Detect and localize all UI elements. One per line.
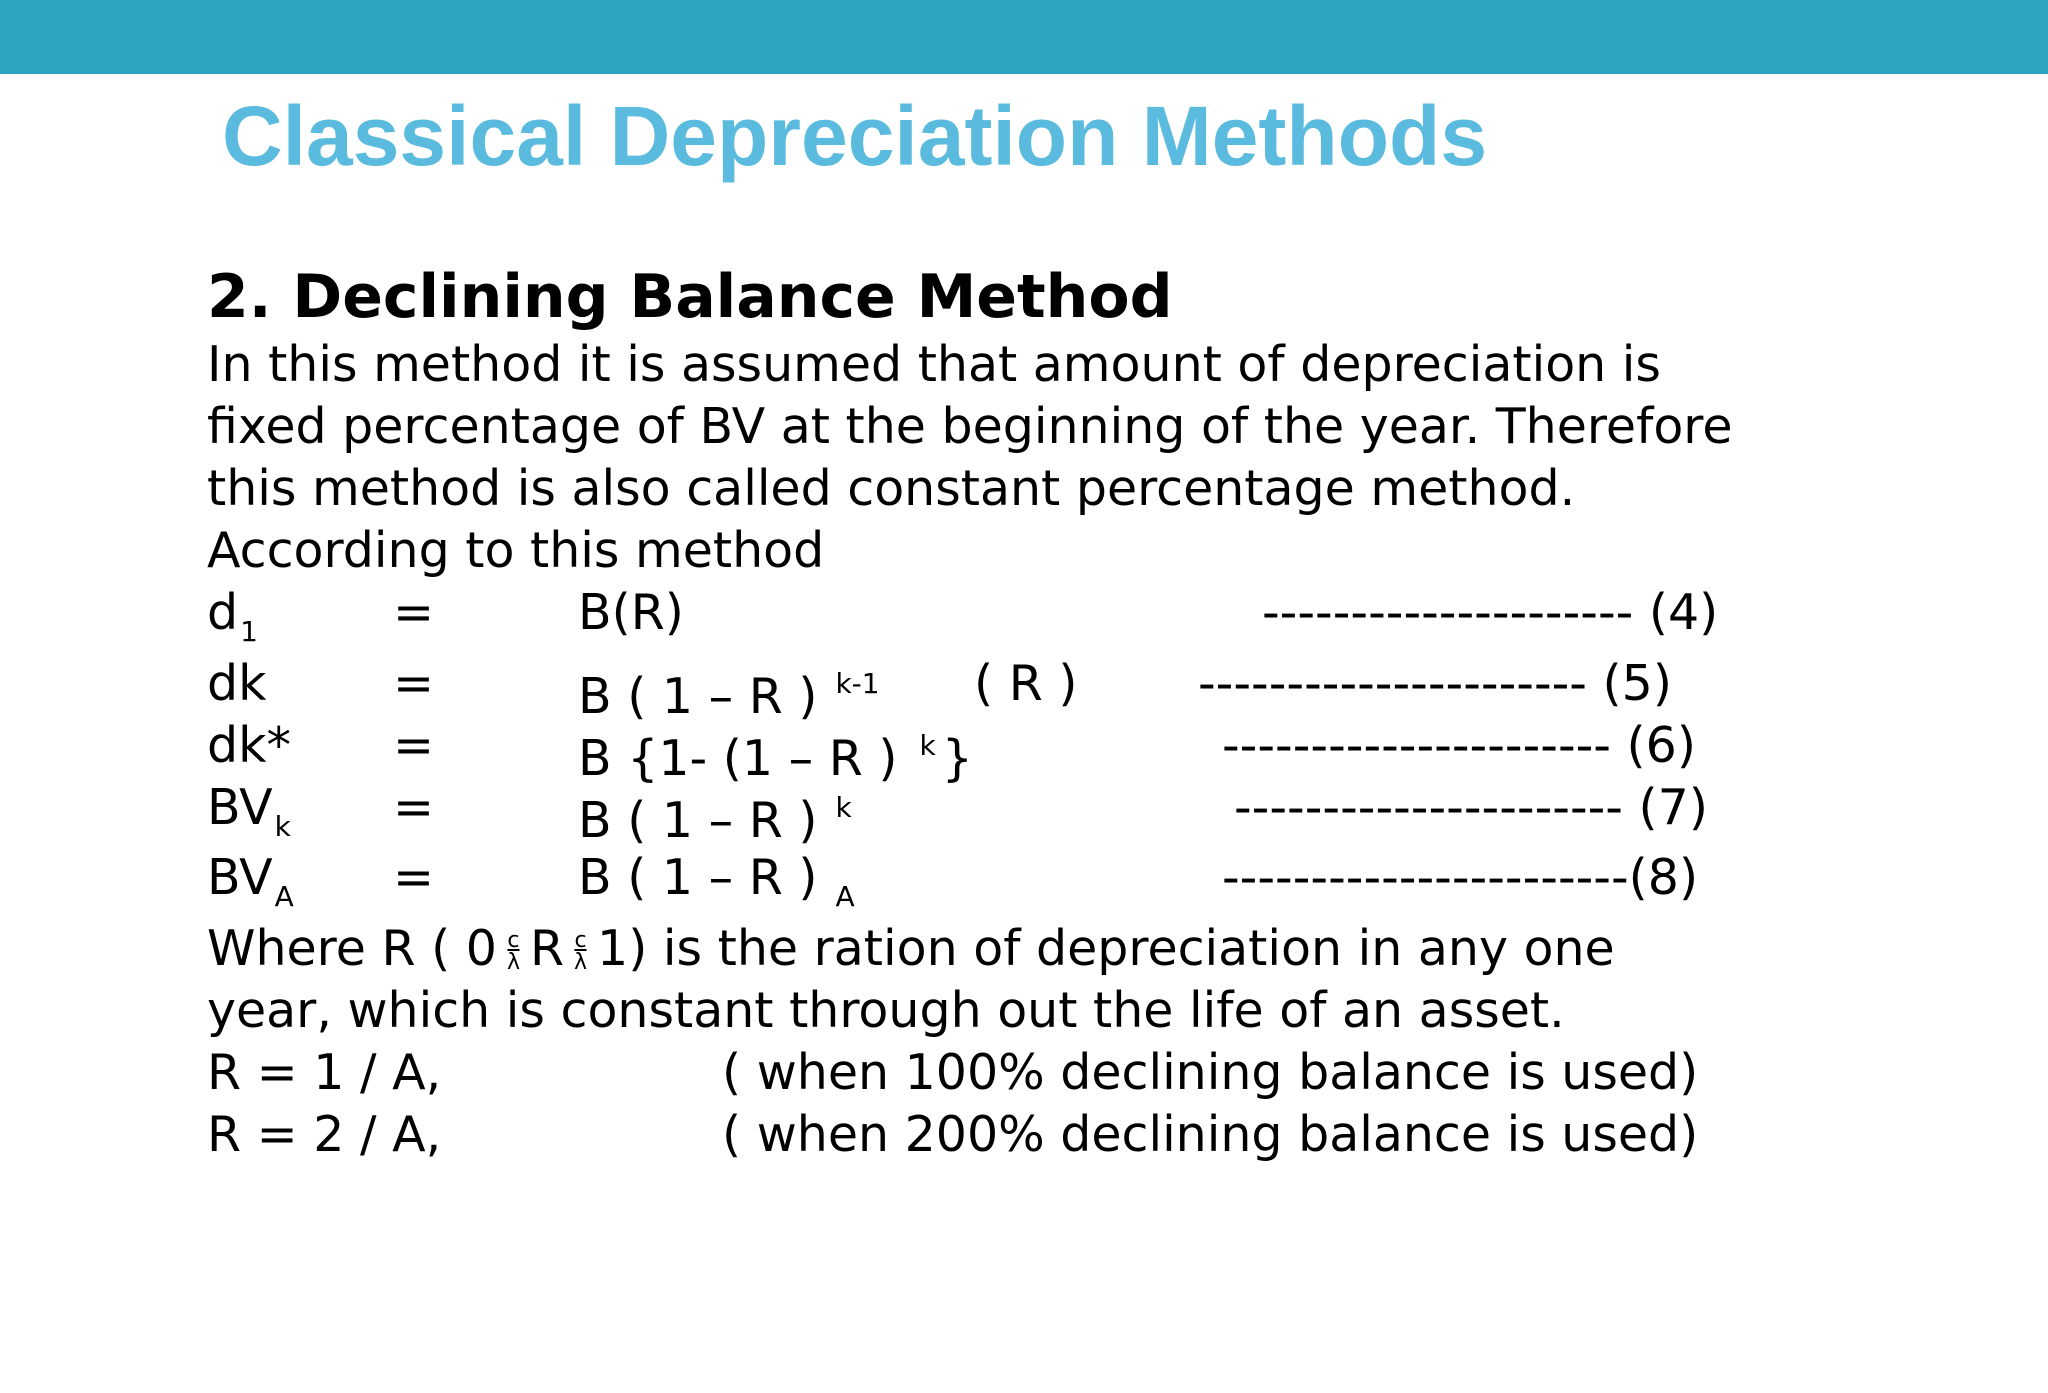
- equation-lhs: $BV_k$: [207, 779, 291, 843]
- rate-note: ( when 100% declining balance is used): [722, 1044, 1699, 1101]
- paragraph-line: According to this method: [207, 522, 825, 579]
- header-accent-bar: [0, 0, 2048, 74]
- equals-sign: =: [393, 717, 435, 774]
- rate-rule-row: [0, 1042, 2048, 1104]
- where-clause-line: Where R ( 0 $\frac{c}{\lambda}$ R $\frac{c}{\lambda}$ 1) is the ration of depreciation in any one: [207, 920, 1615, 977]
- equation-number: -----------------------(8): [1222, 849, 1699, 906]
- slide-title: Classical Depreciation Methods: [222, 89, 1488, 183]
- equals-sign: =: [393, 655, 435, 712]
- equation-lhs: dk*: [207, 717, 291, 774]
- equation-number: ---------------------- (5): [1198, 655, 1672, 712]
- equation-row: [0, 582, 2048, 648]
- equation-row: [0, 847, 2048, 913]
- equals-sign: =: [393, 779, 435, 836]
- rate-formula: R = 2 / A,: [207, 1106, 442, 1163]
- equation-row: [0, 653, 2048, 725]
- inequality-symbol: $\frac{c}{\lambda}$: [574, 927, 588, 975]
- equation-rhs: B ( 1 – R ) $^k$: [578, 791, 852, 849]
- section-heading: 2. Declining Balance Method: [207, 262, 1173, 332]
- paragraph-line: In this method it is assumed that amount of depreciation is: [207, 336, 1661, 393]
- equation-lhs: $BV_A$: [207, 849, 294, 913]
- equation-rhs: B ( 1 – R ) $^{k-1}$: [578, 667, 880, 725]
- paragraph-line: this method is also called constant percentage method.: [207, 460, 1576, 517]
- rate-note: ( when 200% declining balance is used): [722, 1106, 1699, 1163]
- equation-number: ---------------------- (7): [1234, 779, 1708, 836]
- equation-row: [0, 715, 2048, 787]
- equation-number: --------------------- (4): [1262, 584, 1719, 641]
- equation-lhs: $d_1$: [207, 584, 258, 648]
- rate-formula: R = 1 / A,: [207, 1044, 442, 1101]
- equation-rhs: B ( 1 – R ) $_A$: [578, 849, 855, 913]
- paragraph-line: fixed percentage of BV at the beginning of the year. Therefore: [207, 398, 1733, 455]
- where-clause-line: year, which is constant through out the life of an asset.: [207, 982, 1565, 1039]
- equation-lhs: dk: [207, 655, 267, 712]
- inequality-symbol: $\frac{c}{\lambda}$: [506, 927, 520, 975]
- rate-rule-row: [0, 1104, 2048, 1166]
- equation-number: ---------------------- (6): [1222, 717, 1696, 774]
- equation-rhs: B {1- (1 – R ) $^k$ }: [578, 729, 973, 787]
- equation-rhs: B(R): [578, 584, 684, 641]
- equals-sign: =: [393, 584, 435, 641]
- equation-row: [0, 777, 2048, 849]
- equals-sign: =: [393, 849, 435, 906]
- equation-rhs-tail: ( R ): [974, 655, 1078, 712]
